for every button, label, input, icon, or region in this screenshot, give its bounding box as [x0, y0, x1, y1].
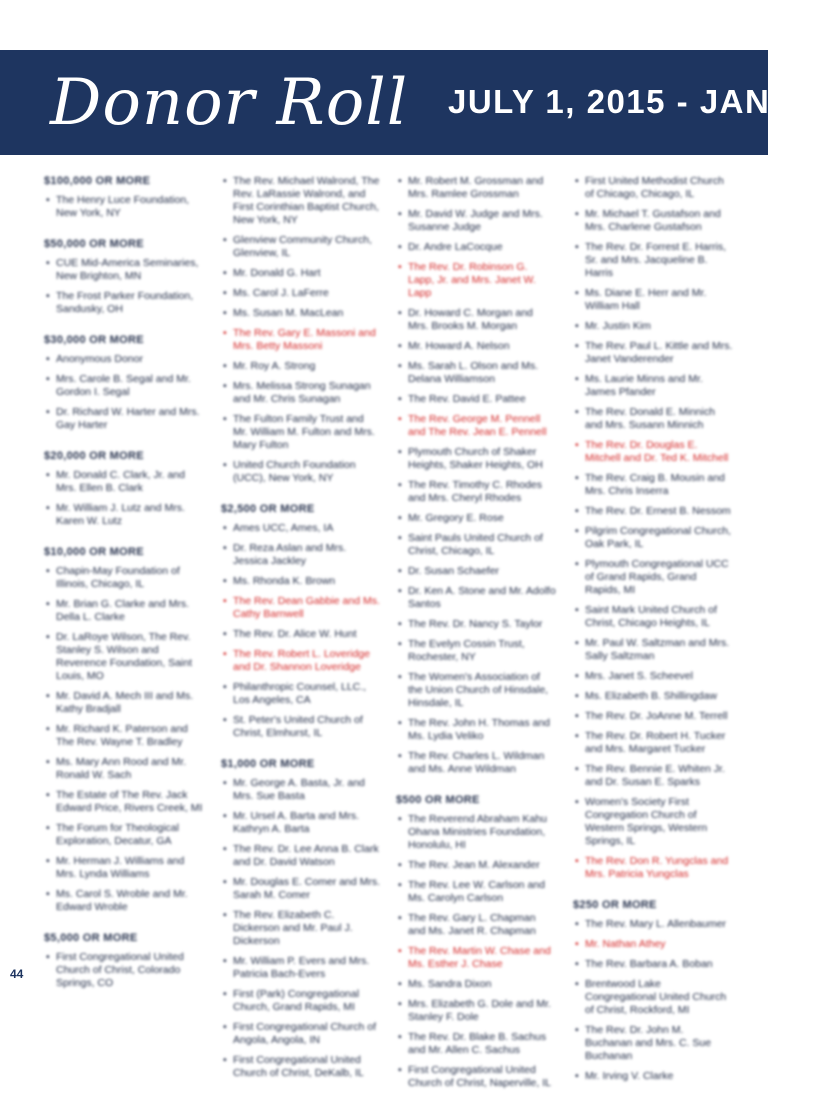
donor-entry: • Mr. Howard A. Nelson: [396, 340, 556, 353]
page-number: 44: [10, 967, 24, 981]
donor-entry: • The Rev. Dr. Lee Anna B. Clark and Dr. David Watson: [221, 843, 381, 869]
donor-entry: • Dr. Howard C. Morgan and Mrs. Brooks M. Morgan: [396, 307, 556, 333]
donor-entry: • First Congregational United Church of Christ, Naperville, IL: [396, 1064, 556, 1090]
donor-entry: • Ms. Sandra Dixon: [396, 978, 556, 991]
donor-entry: • The Henry Luce Foundation, New York, NY: [44, 194, 204, 220]
donor-entry: • Mrs. Elizabeth G. Dole and Mr. Stanley F. Dole: [396, 998, 556, 1024]
giving-level-section: [44, 334, 204, 432]
donor-entry: • The Rev. Dr. Forrest E. Harris, Sr. and Mrs. Jacqueline B. Harris: [573, 241, 733, 280]
donor-entry: • The Rev. Timothy C. Rhodes and Mrs. Cheryl Rhodes: [396, 479, 556, 505]
donor-entry: • The Forum for Theological Exploration, Decatur, GA: [44, 822, 204, 848]
donor-entry: • The Rev. John H. Thomas and Ms. Lydia Veliko: [396, 717, 556, 743]
donor-entry: • Philanthropic Counsel, LLC., Los Angeles, CA: [221, 681, 381, 707]
giving-level-section: [44, 450, 204, 528]
donor-entry: • United Church Foundation (UCC), New York, NY: [221, 459, 381, 485]
donor-entry: • Dr. Richard W. Harter and Mrs. Gay Harter: [44, 406, 204, 432]
donor-entry: • The Rev. Dr. Robert H. Tucker and Mrs. Margaret Tucker: [573, 730, 733, 756]
donor-entry: • Ms. Susan M. MacLean: [221, 307, 381, 320]
donor-entry: • The Estate of The Rev. Jack Edward Price, Rivers Creek, MI: [44, 789, 204, 815]
donor-entry: • Mrs. Carole B. Segal and Mr. Gordon I. Segal: [44, 373, 204, 399]
donor-entry: • Dr. Reza Aslan and Mrs. Jessica Jackley: [221, 542, 381, 568]
donor-entry: • Ms. Elizabeth B. Shillingdaw: [573, 690, 733, 703]
donor-entry: • The Rev. Dr. John M. Buchanan and Mrs. C. Sue Buchanan: [573, 1024, 733, 1063]
donor-entry: • The Rev. Michael Walrond, The Rev. LaRassie Walrond, and First Corinthian Baptist Church, New York, NY: [221, 175, 381, 227]
donor-entry: • Mr. David W. Judge and Mrs. Susanne Judge: [396, 208, 556, 234]
donor-entry: • Mr. Donald C. Clark, Jr. and Mrs. Ellen B. Clark: [44, 469, 204, 495]
donor-column-3: [396, 175, 556, 1108]
giving-level-section: [221, 758, 381, 1080]
donor-entry: • Mr. Paul W. Saltzman and Mrs. Sally Saltzman: [573, 637, 733, 663]
giving-level-section: [573, 175, 733, 881]
donor-entry: • Mr. Ursel A. Barta and Mrs. Kathryn A. Barta: [221, 810, 381, 836]
donor-entry: • Dr. Andre LaCocque: [396, 241, 556, 254]
giving-level-section: [396, 175, 556, 776]
donor-entry: • First Congregational United Church of Christ, Colorado Springs, CO: [44, 951, 204, 990]
donor-entry: • Mr. Gregory E. Rose: [396, 512, 556, 525]
donor-entry-highlighted: • Mr. Nathan Athey: [573, 938, 733, 951]
donor-entry: • Mr. Justin Kim: [573, 320, 733, 333]
giving-level-heading: $1,000 OR MORE: [221, 758, 315, 770]
donor-entry: • First (Park) Congregational Church, Grand Rapids, MI: [221, 988, 381, 1014]
donor-entry: • Dr. LaRoye Wilson, The Rev. Stanley S. Wilson and Reverence Foundation, Saint Louis, MO: [44, 631, 204, 683]
giving-level-heading: $250 OR MORE: [573, 899, 657, 911]
donor-entry: • The Rev. Elizabeth C. Dickerson and Mr. Paul J. Dickerson: [221, 909, 381, 948]
donor-entry: • Dr. Ken A. Stone and Mr. Adolfo Santos: [396, 585, 556, 611]
donor-entry: • First Congregational Church of Angola, Angola, IN: [221, 1021, 381, 1047]
giving-level-heading: $2,500 OR MORE: [221, 503, 315, 515]
page-title: Donor Roll: [50, 66, 409, 140]
giving-level-section: [44, 238, 204, 316]
donor-entry: • Saint Pauls United Church of Christ, Chicago, IL: [396, 532, 556, 558]
donor-entry-highlighted: • The Rev. Martin W. Chase and Ms. Esther J. Chase: [396, 945, 556, 971]
donor-entry: • Ames UCC, Ames, IA: [221, 522, 381, 535]
donor-entry: • The Rev. Craig B. Mousin and Mrs. Chris Inserra: [573, 472, 733, 498]
donor-entry-highlighted: • The Rev. Robert L. Loveridge and Dr. Shannon Loveridge: [221, 648, 381, 674]
donor-entry: • The Rev. Paul L. Kittle and Mrs. Janet Vanderender: [573, 340, 733, 366]
donor-entry-highlighted: • The Rev. Don R. Yungclas and Mrs. Patricia Yungclas: [573, 855, 733, 881]
donor-entry: • The Rev. Charles L. Wildman and Ms. Anne Wildman: [396, 750, 556, 776]
donor-entry: • Ms. Diane E. Herr and Mr. William Hall: [573, 287, 733, 313]
donor-entry: • The Rev. Dr. Nancy S. Taylor: [396, 618, 556, 631]
donor-entry: • Mr. George A. Basta, Jr. and Mrs. Sue Basta: [221, 777, 381, 803]
donor-entry: • The Rev. Jean M. Alexander: [396, 859, 556, 872]
donor-entry: • Mr. Roy A. Strong: [221, 360, 381, 373]
donor-entry: • Mr. Herman J. Williams and Mrs. Lynda Williams: [44, 855, 204, 881]
donor-entry: • The Women's Association of the Union Church of Hinsdale, Hinsdale, IL: [396, 671, 556, 710]
giving-level-heading: $50,000 OR MORE: [44, 238, 144, 250]
donor-entry: • Chapin-May Foundation of Illinois, Chicago, IL: [44, 565, 204, 591]
giving-level-heading: $30,000 OR MORE: [44, 334, 144, 346]
donor-column-4: [573, 175, 733, 1101]
donor-entry: • Brentwood Lake Congregational United Church of Christ, Rockford, MI: [573, 978, 733, 1017]
donor-entry: • Pilgrim Congregational Church, Oak Park, IL: [573, 525, 733, 551]
donor-column-2: [221, 175, 381, 1098]
donor-entry: • The Rev. Dr. Alice W. Hunt: [221, 628, 381, 641]
donor-entry: • Mr. Michael T. Gustafson and Mrs. Charlene Gustafson: [573, 208, 733, 234]
donor-entry: • Mr. Douglas E. Comer and Mrs. Sarah M. Comer: [221, 876, 381, 902]
donor-entry-highlighted: • The Rev. George M. Pennell and The Rev. Jean E. Pennell: [396, 413, 556, 439]
donor-entry: • Mr. William J. Lutz and Mrs. Karen W. Lutz: [44, 502, 204, 528]
donor-entry: • The Rev. Bennie E. Whiten Jr. and Dr. Susan E. Sparks: [573, 763, 733, 789]
donor-entry: • Ms. Laurie Minns and Mr. James Pfander: [573, 373, 733, 399]
title-banner: [0, 50, 821, 155]
donor-entry-highlighted: • The Rev. Dr. Douglas E. Mitchell and Dr. Ted K. Mitchell: [573, 439, 733, 465]
giving-level-section: [44, 175, 204, 220]
donor-entry: • Mr. Irving V. Clarke: [573, 1070, 733, 1083]
donor-entry: • Glenview Community Church, Glenview, IL: [221, 234, 381, 260]
donor-entry: • The Fulton Family Trust and Mr. William M. Fulton and Mrs. Mary Fulton: [221, 413, 381, 452]
donor-entry: • First Congregational United Church of Christ, DeKalb, IL: [221, 1054, 381, 1080]
donor-entry: • The Rev. Barbara A. Boban: [573, 958, 733, 971]
giving-level-section: [44, 546, 204, 914]
donor-entry: • Ms. Sarah L. Olson and Ms. Delana Williamson: [396, 360, 556, 386]
donor-entry: • Dr. Susan Schaefer: [396, 565, 556, 578]
giving-level-heading: $500 OR MORE: [396, 794, 480, 806]
donor-entry: • Mr. David A. Mech III and Ms. Kathy Bradjall: [44, 690, 204, 716]
donor-entry-highlighted: • The Rev. Dr. Robinson G. Lapp, Jr. and Mrs. Janet W. Lapp: [396, 261, 556, 300]
donor-entry: • Plymouth Congregational UCC of Grand Rapids, Grand Rapids, MI: [573, 558, 733, 597]
donor-entry: • First United Methodist Church of Chicago, Chicago, IL: [573, 175, 733, 201]
giving-level-section: [44, 932, 204, 990]
donor-entry: • The Rev. Gary L. Chapman and Ms. Janet R. Chapman: [396, 912, 556, 938]
donor-entry: • Ms. Rhonda K. Brown: [221, 575, 381, 588]
donor-entry: • Mr. Donald G. Hart: [221, 267, 381, 280]
donor-entry: • Ms. Carol J. LaFerre: [221, 287, 381, 300]
donor-entry: • Mr. Brian G. Clarke and Mrs. Della L. Clarke: [44, 598, 204, 624]
donor-entry-highlighted: • The Rev. Dean Gabbie and Ms. Cathy Barnwell: [221, 595, 381, 621]
donor-entry: • The Rev. Lee W. Carlson and Ms. Carolyn Carlson: [396, 879, 556, 905]
giving-level-section: [221, 503, 381, 740]
donor-entry: • Plymouth Church of Shaker Heights, Shaker Heights, OH: [396, 446, 556, 472]
donor-entry: • Mr. Robert M. Grossman and Mrs. Ramlee Grossman: [396, 175, 556, 201]
donor-column-1: [44, 175, 204, 1008]
giving-level-heading: $20,000 OR MORE: [44, 450, 144, 462]
donor-entry: • Saint Mark United Church of Christ, Chicago Heights, IL: [573, 604, 733, 630]
donor-entry: • Ms. Carol S. Wroble and Mr. Edward Wroble: [44, 888, 204, 914]
donor-entry: • Women's Society First Congregation Church of Western Springs, Western Springs, IL: [573, 796, 733, 848]
donor-entry: • The Rev. David E. Pattee: [396, 393, 556, 406]
donor-entry: • The Frost Parker Foundation, Sandusky, OH: [44, 290, 204, 316]
donor-entry: • Anonymous Donor: [44, 353, 204, 366]
giving-level-heading: $10,000 OR MORE: [44, 546, 144, 558]
giving-level-section: [396, 794, 556, 1090]
donor-entry: • The Rev. Dr. Blake B. Sachus and Mr. Allen C. Sachus: [396, 1031, 556, 1057]
donor-entry: • St. Peter's United Church of Christ, Elmhurst, IL: [221, 714, 381, 740]
donor-entry: • Ms. Mary Ann Rood and Mr. Ronald W. Sach: [44, 756, 204, 782]
donor-entry: • The Rev. Dr. JoAnne M. Terrell: [573, 710, 733, 723]
donor-entry: • Mr. Richard K. Paterson and The Rev. Wayne T. Bradley: [44, 723, 204, 749]
giving-level-heading: $5,000 OR MORE: [44, 932, 138, 944]
donor-entry-highlighted: • The Rev. Gary E. Massoni and Mrs. Betty Massoni: [221, 327, 381, 353]
date-range: JULY 1, 2015 - JANUA: [448, 83, 821, 120]
donor-entry: • Mrs. Janet S. Scheevel: [573, 670, 733, 683]
donor-entry: • The Reverend Abraham Kahu Ohana Ministries Foundation, Honolulu, HI: [396, 813, 556, 852]
donor-entry: • Mr. William P. Evers and Mrs. Patricia Bach-Evers: [221, 955, 381, 981]
giving-level-section: [573, 899, 733, 1083]
donor-entry: • The Rev. Dr. Ernest B. Nessom: [573, 505, 733, 518]
donor-entry: • CUE Mid-America Seminaries, New Brighton, MN: [44, 257, 204, 283]
giving-level-section: [221, 175, 381, 485]
giving-level-heading: $100,000 OR MORE: [44, 175, 151, 187]
donor-entry: • Mrs. Melissa Strong Sunagan and Mr. Chris Sunagan: [221, 380, 381, 406]
donor-entry: • The Rev. Donald E. Minnich and Mrs. Susann Minnich: [573, 406, 733, 432]
donor-entry: • The Evelyn Cossin Trust, Rochester, NY: [396, 638, 556, 664]
donor-entry: • The Rev. Mary L. Allenbaumer: [573, 918, 733, 931]
